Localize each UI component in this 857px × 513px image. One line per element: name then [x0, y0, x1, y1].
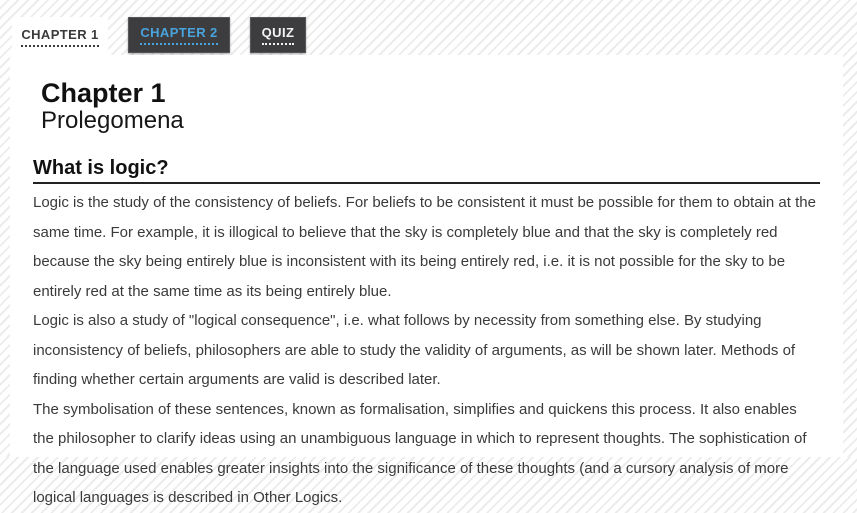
page-subtitle: Prolegomena: [41, 107, 184, 134]
chapter-tabbar: [0, 0, 857, 56]
tab-chapter-1[interactable]: [12, 17, 108, 56]
tab-quiz[interactable]: [250, 17, 306, 53]
content-card: [10, 55, 843, 506]
page-title: Chapter 1: [41, 78, 166, 108]
tab-chapter-2[interactable]: [128, 17, 230, 53]
tab-quiz-label: QUIZ: [262, 25, 295, 45]
article-body: [33, 188, 820, 513]
tab-chapter-2-label: CHAPTER 2: [140, 25, 217, 45]
section-divider: [33, 182, 820, 184]
paragraph: Logic is the study of the consistency of beliefs. For beliefs to be consistent it must be possible for them to obtain at the same time. For example, it is illogical to believe that the sky is completely blue and that the sky is completely red because the sky being entirely blue is inconsistent with its being entirely red, i.e. it is not possible for the sky to be entirely red at the same time as its being entirely blue.: [33, 194, 816, 300]
page-header: [33, 79, 820, 134]
tab-chapter-1-label: CHAPTER 1: [21, 27, 98, 47]
paragraph: Logic is also a study of "logical consequence", i.e. what follows by necessity from something else. By studying inconsistency of beliefs, philosophers are able to study the validity of arguments, as will be shown later. Methods of finding whether certain arguments are valid is described later.: [33, 312, 796, 388]
paragraph: The symbolisation of these sentences, known as formalisation, simplifies and quickens this process. It also enables the philosopher to clarify ideas using an unambiguous language in which to represent thoughts. The sophistication of the language used enables greater insights into the significance of these thoughts (and a cursory analysis of more logical languages is described in Other Logics.: [33, 400, 807, 506]
section-heading: What is logic?: [33, 157, 169, 179]
